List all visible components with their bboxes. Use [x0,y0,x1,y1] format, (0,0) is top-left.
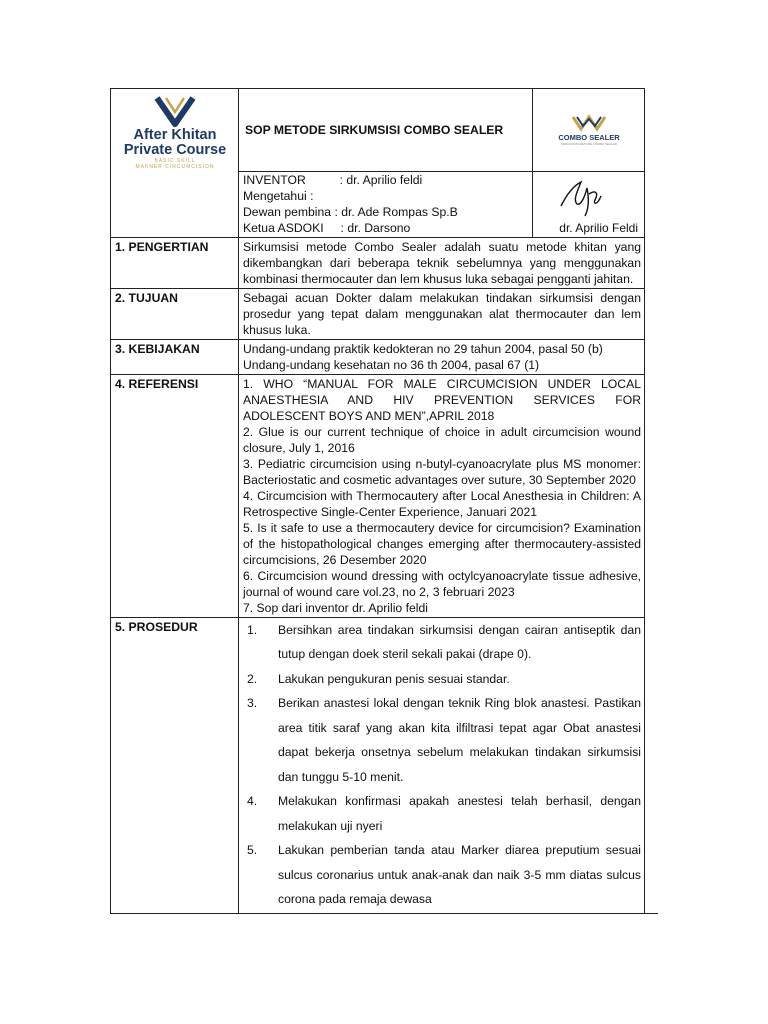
sop-document [110,88,644,914]
logo-line2: Private Course [123,142,227,158]
logo-sub1: BASIC SKILL [154,158,196,164]
pengertian-label: 1. PENGERTIAN [111,237,239,288]
combo-sealer-mark-icon [569,113,609,133]
after-khitan-v-icon [153,94,197,128]
dewan-line: Dewan pembina : dr. Ade Rompas Sp.B [243,204,458,219]
logo-sub2: MAKNER CIRCUMCISION [135,164,215,170]
sop-table [110,88,645,914]
referensi-label: 4. REFERENSI [111,374,239,617]
referensi-item: 7. Sop dari inventor dr. Aprilio feldi [243,600,428,615]
kebijakan-label: 3. KEBIJAKAN [111,339,239,374]
prosedur-step [243,838,641,912]
info-block [239,171,533,237]
step-text: Melakukan konfirmasi apakah anestesi telah berhasil, dengan melakukan uji nyeri [278,794,641,833]
pengertian-text: Sirkumsisi metode Combo Sealer adalah suatu metode khitan yang dikembangkan dari beberapa teknik sebelumnya yang menggunakan kombinasi thermocauter dan lem khusus luka sebagai pengganti jahitan. [239,237,645,288]
inventor-line: INVENTOR : dr. Aprilio feldi [243,172,423,187]
step-text: Berikan anastesi lokal dengan teknik Ring blok anastesi. Pastikan area titik saraf yang akan kita ilfiltrasi tepat agar Obat anastesi dapat bekerja onsetnya sebelum melakukan tindakan sirkumsisi dan tunggu 5-10 menit. [278,696,641,784]
kebijakan-line2: Undang-undang kesehatan no 36 th 2004, pasal 67 (1) [243,357,540,372]
prosedur-step [243,789,641,838]
referensi-list [239,374,645,617]
combo-sealer-logo [533,89,645,172]
tujuan-label: 2. TUJUAN [111,288,239,339]
combo-sealer-logo-text: COMBO SEALER [558,133,620,143]
combo-sealer-logo-sub: SIRKUMSISI METODE COMBO SEALER [561,142,617,147]
prosedur-step [243,618,641,667]
kebijakan-line1: Undang-undang praktik kedokteran no 29 tahun 2004, pasal 50 (b) [243,341,603,356]
prosedur-step [243,691,641,789]
logo-line1: After Khitan [133,127,217,143]
referensi-item: 2. Glue is our current technique of choice in adult circumcision wound closure, July 1, 2016 [243,424,641,455]
step-number: 2. [247,671,258,686]
signature-icon [555,176,615,220]
referensi-item: 5. Is it safe to use a thermocautery device for circumcision? Examination of the histopathological changes emerging after thermocautery-assisted circumcisions, 26 Desember 2020 [243,520,641,567]
prosedur-step [243,667,641,692]
signature-name: dr. Aprilio Feldi [559,220,638,235]
prosedur-label: 5. PROSEDUR [111,617,239,913]
referensi-item: 4. Circumcision with Thermocautery after Local Anesthesia in Children: A Retrospective Single-Center Experience, Januari 2021 [243,488,641,519]
step-text: Lakukan pengukuran penis sesuai standar. [278,671,510,686]
table-edge-line [644,913,658,914]
step-number: 4. [247,794,258,808]
step-number: 1. [247,622,258,637]
kebijakan-text [239,339,645,374]
sop-title: SOP METODE SIRKUMSISI COMBO SEALER [239,89,533,172]
step-number: 3. [247,696,258,710]
referensi-item: 3. Pediatric circumcision using n-butyl-cyanoacrylate plus MS monomer: Bacteriostatic and cosmetic advantages over suture, 30 September 2020 [243,456,641,487]
signature-cell [533,171,645,237]
step-text: Lakukan pemberian tanda atau Marker diarea preputium sesuai sulcus coronarius untuk anak-anak dan naik 3-5 mm diatas sulcus corona pada remaja dewasa [278,843,641,906]
mengetahui-line: Mengetahui : [243,188,314,203]
after-khitan-logo [111,89,239,172]
step-number: 5. [247,843,258,857]
referensi-item: 6. Circumcision wound dressing with octylcyanoacrylate tissue adhesive, journal of wound care vol.23, no 2, 3 februari 2023 [243,568,641,599]
logo-cell-continuation [111,171,239,237]
tujuan-text: Sebagai acuan Dokter dalam melakukan tindakan sirkumsisi dengan prosedur yang tepat dalam menggunakan alat thermocauter dan lem khusus luka. [239,288,645,339]
ketua-line: Ketua ASDOKI : dr. Darsono [243,220,411,235]
prosedur-list [239,617,645,913]
step-text: Bersihkan area tindakan sirkumsisi dengan cairan antiseptik dan tutup dengan doek steril sekali pakai (drape 0). [278,622,641,661]
referensi-item: 1. WHO “MANUAL FOR MALE CIRCUMCISION UNDER LOCAL ANAESTHESIA AND HIV PREVENTION SERVICES FOR ADOLESCENT BOYS AND MEN”,APRIL 2018 [243,376,641,423]
